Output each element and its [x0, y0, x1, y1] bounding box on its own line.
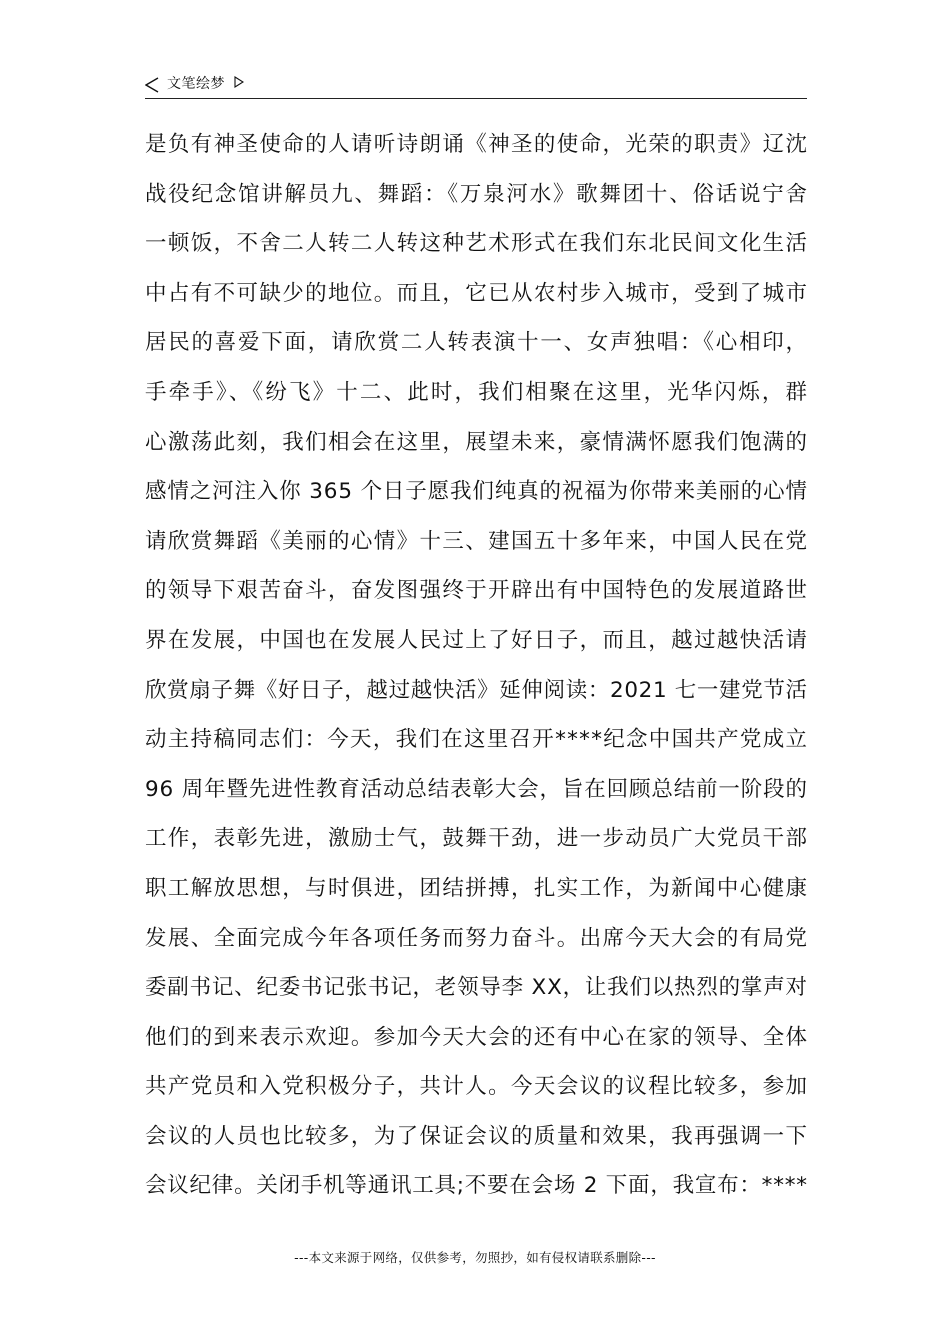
text-line: 职工解放思想，与时俱进，团结拼搏，扎实工作，为新闻中心健康: [145, 875, 809, 901]
text-line: 战役纪念馆讲解员九、舞蹈：《万泉河水》歌舞团十、俗话说宁舍: [145, 181, 809, 207]
text-line: 欣赏扇子舞《好日子，越过越快活》延伸阅读：2021 七一建党节活: [145, 677, 808, 703]
page-header: [145, 74, 807, 99]
text-line: 中占有不可缺少的地位。而且，它已从农村步入城市，受到了城市: [145, 280, 809, 306]
text-line: 发展、全面完成今年各项任务而努力奋斗。出席今天大会的有局党: [145, 925, 809, 951]
text-line: 会议的人员也比较多，为了保证会议的质量和效果，我再强调一下: [145, 1123, 809, 1149]
text-line: 是负有神圣使命的人请听诗朗诵《神圣的使命，光荣的职责》辽沈: [145, 132, 809, 157]
triangle-left-outline-icon: [145, 77, 159, 93]
text-line: 工作，表彰先进，激励士气，鼓舞干劲，进一步动员广大党员干部: [145, 826, 809, 852]
text-line: 手牵手》、《纷飞》十二、此时，我们相聚在这里，光华闪烁，群: [145, 379, 810, 405]
text-line: 动主持稿同志们：今天，我们在这里召开****纪念中国共产党成立: [145, 727, 809, 753]
text-line: 他们的到来表示欢迎。参加今天大会的还有中心在家的领导、全体: [145, 1024, 809, 1050]
text-line: 委副书记、纪委书记张书记，老领导李 XX，让我们以热烈的掌声对: [145, 975, 808, 1001]
footer-disclaimer: ---本文来源于网络，仅供参考，勿照抄，如有侵权请联系删除---: [294, 1250, 656, 1265]
header-title: 文笔绘梦: [167, 76, 225, 92]
text-line: 感情之河注入你 365 个日子愿我们纯真的祝福为你带来美丽的心情: [145, 479, 808, 505]
text-line: 居民的喜爱下面，请欣赏二人转表演十一、女声独唱：《心相印，: [145, 330, 809, 356]
text-line: 请欣赏舞蹈《美丽的心情》十三、建国五十多年来，中国人民在党: [145, 528, 809, 554]
triangle-right-outline-icon: [234, 76, 244, 88]
text-line: 一顿饭，不舍二人转二人转这种艺术形式在我们东北民间文化生活: [145, 231, 809, 257]
text-line: 的领导下艰苦奋斗，奋发图强终于开辟出有中国特色的发展道路世: [145, 578, 809, 604]
body-text: [145, 130, 810, 1221]
text-line: 96 周年暨先进性教育活动总结表彰大会，旨在回顾总结前一阶段的: [145, 776, 808, 802]
text-line: 界在发展，中国也在发展人民过上了好日子，而且，越过越快活请: [145, 627, 809, 653]
text-line: 共产党员和入党积极分子，共计人。今天会议的议程比较多，参加: [145, 1074, 809, 1100]
text-line: 会议纪律。关闭手机等通讯工具;不要在会场 2 下面，我宣布：****: [145, 1173, 808, 1199]
text-line: 心激荡此刻，我们相会在这里，展望未来，豪情满怀愿我们饱满的: [145, 429, 809, 455]
